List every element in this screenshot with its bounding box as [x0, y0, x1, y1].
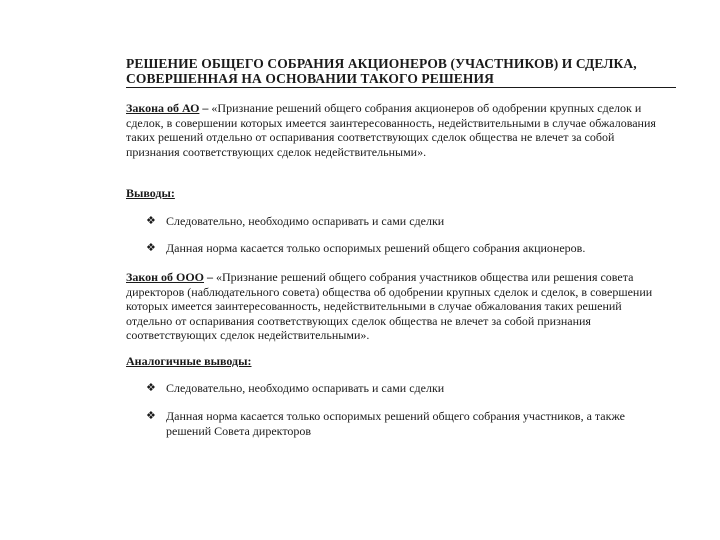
conclusion-item — [146, 214, 666, 229]
diamond-bullet-icon: ❖ — [146, 381, 156, 394]
conclusion-item — [146, 241, 666, 256]
law-ao-paragraph — [126, 101, 666, 159]
diamond-bullet-icon: ❖ — [146, 241, 156, 254]
conclusion-text: Следовательно, необходимо оспаривать и сами сделки — [166, 381, 445, 395]
conclusion-item — [146, 409, 666, 438]
law-ooo-paragraph — [126, 270, 666, 343]
conclusion-text: Данная норма касается только оспоримых решений общего собрания акционеров. — [166, 241, 586, 255]
law-ooo-lead: Закон об ООО — [126, 270, 205, 284]
law-ao-text: «Признание решений общего собрания акционеров об одобрении крупных сделок и сделок, в совершении которых имеется заинтересованность, недействительными в случае обжалования таких решений отдельно от оспаривания соответствующих сделок общества не влечет за собой признания соответствующих сделок недействительными». — [126, 101, 656, 159]
conclusion-text: Данная норма касается только оспоримых решений общего собрания участников, а также решений Совета директоров — [166, 409, 625, 438]
law-ao-dash: – — [199, 101, 212, 115]
diamond-bullet-icon: ❖ — [146, 214, 156, 227]
conclusion-item — [146, 381, 666, 396]
conclusion-text: Следовательно, необходимо оспаривать и сами сделки — [166, 214, 445, 228]
law-ooo-text: «Признание решений общего собрания участников общества или решения совета директоров (наблюдательного совета) общества об одобрении крупных сделок и сделок, в совершении которых имеется заинтересованность, недействительными в случае обжалования таких решений отдельно от оспаривания соответствующих сделок общества не влечет за собой признания соответствующих сделок недействительными». — [126, 270, 653, 343]
law-ooo-dash: – — [204, 270, 217, 284]
conclusions-heading: Выводы: — [126, 186, 175, 200]
diamond-bullet-icon: ❖ — [146, 409, 156, 422]
slide-title: РЕШЕНИЕ ОБЩЕГО СОБРАНИЯ АКЦИОНЕРОВ (УЧАСТНИКОВ) И СДЕЛКА, СОВЕРШЕННАЯ НА ОСНОВАНИИ ТАКОГО РЕШЕНИЯ — [126, 56, 676, 88]
similar-conclusions-heading: Аналогичные выводы: — [126, 354, 252, 368]
law-ao-lead: Закона об АО — [126, 101, 200, 115]
